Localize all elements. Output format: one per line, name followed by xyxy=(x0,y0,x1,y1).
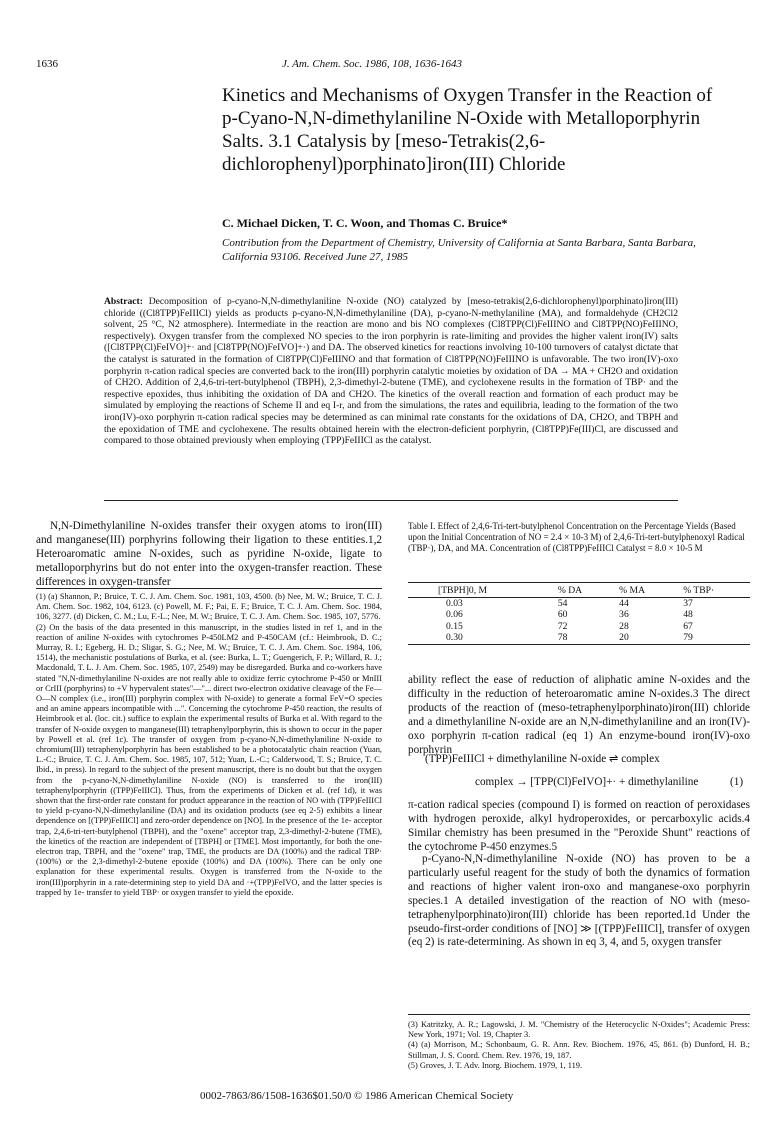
table-cell: 72 xyxy=(557,620,568,632)
column-header: % MA xyxy=(619,585,646,597)
table-cell: 28 xyxy=(619,620,629,632)
table-cell: 0.15 xyxy=(446,620,463,632)
table-cell: 37 xyxy=(683,597,693,609)
abstract xyxy=(104,296,678,447)
left-footnotes xyxy=(36,592,382,898)
right-footnote-divider xyxy=(408,1014,750,1015)
abstract-label: Abstract: xyxy=(104,296,143,307)
footnote-4: (4) (a) Morrison, M.; Schonbaum, G. R. Ann. Rev. Biochem. 1976, 45, 861. (b) Dunford, H. B.; Stillman, J. S. Coord. Chem. Rev. 1976, 19, 187. xyxy=(408,1040,750,1060)
table-header-row xyxy=(408,585,750,597)
abstract-divider xyxy=(104,500,678,501)
copyright-footer: 0002-7863/86/1508-1636$01.50/0 © 1986 American Chemical Society xyxy=(200,1090,514,1102)
intro-paragraph: N,N-Dimethylaniline N-oxides transfer their oxygen atoms to iron(III) and manganese(III) porphyrins following their ligation to these entities.1,2 Heteroaromatic amine N-oxides, such as pyridine N-oxide, ligate to metalloporphyrins but do not enter into the oxygen-transfer reaction. These differences in oxygen-transfer xyxy=(36,520,382,588)
running-header: J. Am. Chem. Soc. 1986, 108, 1636-1643 xyxy=(282,58,463,70)
table-caption: Table I. Effect of 2,4,6-Tri-tert-butylphenol Concentration on the Percentage Yields (Based upon the Initial Concentration of NO = 2.4 × 10-3 M) of 2,4,6-Tri-tert-butylphenoxyl Radical (TBP·), DA, and MA. Concentration of (Cl8TPP)FeIIICl Catalyst = 8.0 × 10-5 M xyxy=(408,521,745,553)
table-cell: 0.06 xyxy=(446,609,463,621)
table-row xyxy=(408,621,750,633)
table-cell: 36 xyxy=(619,609,629,621)
footnote-1: (1) (a) Shannon, P.; Bruice, T. C. J. Am. Chem. Soc. 1981, 103, 4500. (b) Nee, M. W.; Bruice, T. C. J. Am. Chem. Soc. 1982, 104, 6123. (c) Powell, M. F.; Pai, E. F.; Bruice, T. C. J. Am. Chem. Soc. 1984, 106, 3277. (d) Dicken, C. M.; Lu, F.-L.; Nee, M. W.; Bruice, T. C. J. Am. Chem. Soc. 1985, 107, 5776. xyxy=(36,592,382,622)
table-top-rule xyxy=(408,582,750,583)
footnote-3: (3) Katritzky, A. R.; Lagowski, J. M. "Chemistry of the Heterocyclic N-Oxides"; Academic Press: New York, 1971; Vol. 19, Chapter 3. xyxy=(408,1020,750,1040)
table-cell: 78 xyxy=(557,632,568,644)
article-title: Kinetics and Mechanisms of Oxygen Transfer in the Reaction of p-Cyano-N,N-dimethylaniline N-Oxide with Metalloporphyrin Salts. 3.1 Catalysis by [meso-Tetrakis(2,6-dichlorophenyl)porphinato]iron(III) Chloride xyxy=(222,85,713,175)
footnote-divider xyxy=(36,588,382,589)
right-paragraph-1: ability reflect the ease of reduction of aliphatic amine N-oxides and the difficulty in the reduction of heteroaromatic amine N-oxides.3 The direct products of the reaction of (meso-tetraphenylporphinato)iron(III) chloride and a dimethylaniline N-oxide are an N,N-dimethylaniline and an iron(IV)-oxo porphyrin π-cation radical (eq 1) An enzyme-bound iron(IV)-oxo porphyrin xyxy=(408,674,750,756)
column-header: % TBP· xyxy=(683,585,715,597)
table-cell: 54 xyxy=(557,597,568,609)
authors: C. Michael Dicken, T. C. Woon, and Thomas C. Bruice* xyxy=(222,216,508,230)
table-row xyxy=(408,609,750,621)
table-cell: 67 xyxy=(683,620,693,632)
column-header: [TBPH]0, M xyxy=(438,585,488,597)
affiliation: Contribution from the Department of Chemistry, University of California at Santa Barbara, Santa Barbara, California 93106. Received June 27, 1985 xyxy=(222,237,696,263)
equation-1-line-1: (TPP)FeIIICl + dimethylaniline N-oxide ⇌ complex xyxy=(425,753,660,765)
yield-table xyxy=(408,585,750,645)
footnote-5: (5) Groves, J. T. Adv. Inorg. Biochem. 1979, 1, 119. xyxy=(408,1060,583,1070)
table-cell: 20 xyxy=(619,632,629,644)
table-wrapper xyxy=(408,582,750,645)
table-cell: 79 xyxy=(683,632,693,644)
table-cell: 0.03 xyxy=(446,597,463,609)
column-header: % DA xyxy=(557,585,583,597)
table-row xyxy=(408,632,750,644)
right-footnotes xyxy=(408,1020,750,1071)
table-cell: 48 xyxy=(683,609,693,621)
right-paragraph-3: p-Cyano-N,N-dimethylaniline N-oxide (NO) has proven to be a particularly useful reagent for the study of both the dynamics of formation and reactions of higher valent iron-oxo and manganese-oxo porphyrin species.1 A detailed investigation of the reaction of NO with (meso-tetraphenylporphinato)iron(III) chloride has been reported.1d Under the pseudo-first-order conditions of [NO] ≫ [(TPP)FeIIICl], transfer of oxygen (eq 2) is rate-determining. As shown in eq 3, 4, and 5, oxygen transfer xyxy=(408,853,750,949)
table-cell: 60 xyxy=(557,609,568,621)
table-cell: 44 xyxy=(619,597,629,609)
table-cell: 0.30 xyxy=(446,632,463,644)
equation-1-line-2: complex → [TPP(Cl)FeIVO]+· + dimethylaniline xyxy=(475,776,699,788)
table-row xyxy=(408,597,750,609)
equation-number: (1) xyxy=(730,776,744,788)
right-paragraph-2: π-cation radical species (compound I) is formed on reaction of peroxidases with hydrogen peroxide, alkyl hydroperoxides, or percarboxylic acids.4 Similar chemistry has been presumed in the "Peroxide Shunt" reactions of the cytochrome P-450 enzymes.5 xyxy=(408,799,750,853)
abstract-text: Decomposition of p-cyano-N,N-dimethylaniline N-oxide (NO) catalyzed by [meso-tetrakis(2,6-dichlorophenyl)porphinato]iron(III) chloride ((Cl8TPP)FeIIICl) yields as products p-cyano-N,N-dimethylaniline (DA), p-cyano-N-methylaniline (MA), and formaldehyde (CH2Cl2 solvent, 25 °C, N2 atmosphere). Intermediate in the reaction are mono and bis NO complexes (Cl8TPP(Cl)FeIIINO and Cl8TPP(NO)FeIIINO, respectively). Oxygen transfer from the complexed NO species to the iron porphyrin is rate-limiting and provides the higher valent iron(IV) salts ([Cl8TPP(Cl)FeIVO]+· and [Cl8TPP(NO)FeIVO]+·) and DA. The observed kinetics for reactions involving 10-100 turnovers of catalyst dictate that the catalyst is saturated in the formation of Cl8TPP(Cl)FeIIINO and that formation of Cl8TPP(NO)FeIIINO is unfavorable. The two iron(IV)-oxo porphyrin π-cation radical species are converted back to the iron(III) porphyrin catalytic moieties by oxidation of DA → MA + CH2O and oxidation of CH2O. Addition of 2,4,6-tri-tert-butylphenol (TBPH), 2,3-dimethyl-2-butene (TME), and cyclohexene results in the formation of TBP· and the respective epoxides, thus inhibiting the oxidation of DA and CH2O. The kinetics of the overall reaction and formation of each product may be simulated by employing the reactions of Scheme II and eq I-r, and from the simulations, the rates and equilibria, leading to the formation of the two iron(IV)-oxo porphyrin π-cation radical species may be determined as can minimal rate constants for the oxidations of DA, CH2O, and TBPH and the epoxidation of TME and cyclohexene. The results obtained herein with the electron-deficient porphyrin, (Cl8TPP)Fe(III)Cl, are discussed and compared to those obtained previously when employing (TPP)FeIIICl as the catalyst. xyxy=(104,296,678,447)
page-number: 1636 xyxy=(36,58,58,70)
footnote-2: (2) On the basis of the data presented in this manuscript, in the studies listed in ref 1, and in the reaction of aniline N-oxides with cytochromes P-450LM2 and P-450CAM (cf.: Heimbrook, D. C.; Murray, R. I.; Egeberg, H. D.; Sligar, S. G.; Nee, M. W.; Bruice, T. C. J. Am. Chem. Soc. 1984, 106, 1514), the mechanistic postulations of Burka, et al. (see: Burka, L. T.; Guengerich, F. P.; Willard, R. J.; Macdonald, T. L. J. Am. Chem. Soc. 1985, 107, 2549) may be disregarded. Burka and co-workers have stated "N,N-dimethylaniline N-oxides are not really able to oxidize ferric cytochrome P-450 or MnIII or CrIII (porphyrins) to +V hypervalent states"—"... direct two-electron oxidative cleavage of the Fe—O—N complex (i.e., iron(III) porphyrin complex with N-oxide) to generate a formal FeV=O species and an amine appears incompatible with ...". Concerning the cytochrome P-450 reaction, the results of Heimbrook et al. (loc. cit.) suffice to explain the experimental results of Burka et al. With regard to the transfer of N-oxide oxygen to manganese(III) tetraphenylporphyrin, this is shown to occur in the paper by Powell et al. (ref 1c). The transfer of oxygen from p-cyano-N,N-dimethylaniline N-oxide to chromium(III) tetraphenylporphyrin has been established to be a photocatalytic chain reaction (Yuan, L.-C.; Bruice, T. C. J. Am. Chem. Soc. 1985, 107, 512; Yuan, L.-C.; Calderwood, T. S.; Bruice, T. C. Ibid., in press). In regard to the subject of the present manuscript, there is no doubt but that the oxygen from the p-cyano-N,N-dimethylaniline N-oxide (NO) is transferred to the iron(III) tetraphenylporphyrin ((TPP)FeIIICl). Thus, from the experiments of Dicken et al. (ref 1d), it was shown that the first-order rate constant for product appearance in the reaction of NO with (TPP)FeIIICl to yield p-cyano-N,N-dimethylaniline (DA) and its oxidation products (see eq 2-5) exhibits a linear dependence on [(TPP)FeIIICl] and zero-order dependence on [NO]. In the presence of the 1e- acceptor trap, 2,4,6-tri-tert-butylphenol (TBPH), and the "oxene" acceptor trap, 2,3-dimethyl-2-butene (TME), the kinetics of the reaction are independent of [TBPH] or [TME]. Most importantly, for both the one-electron trap, TBPH, and the "oxene" trap, TME, the products are DA (100%) and the radical TBP· (100%) or the 2,3-dimethyl-2-butene epoxide (100%) and DA (100%). There can be only one explanation for these experimental results. Oxygen is transferred from the N-oxide to the iron(III)porphyrin in a rate-determining step to yield DA and ·+(TPP)FeIVO, and the latter species is trapped by 1e- transfer to yield TBP· or oxygen transfer to yield the epoxide. xyxy=(36,622,382,897)
